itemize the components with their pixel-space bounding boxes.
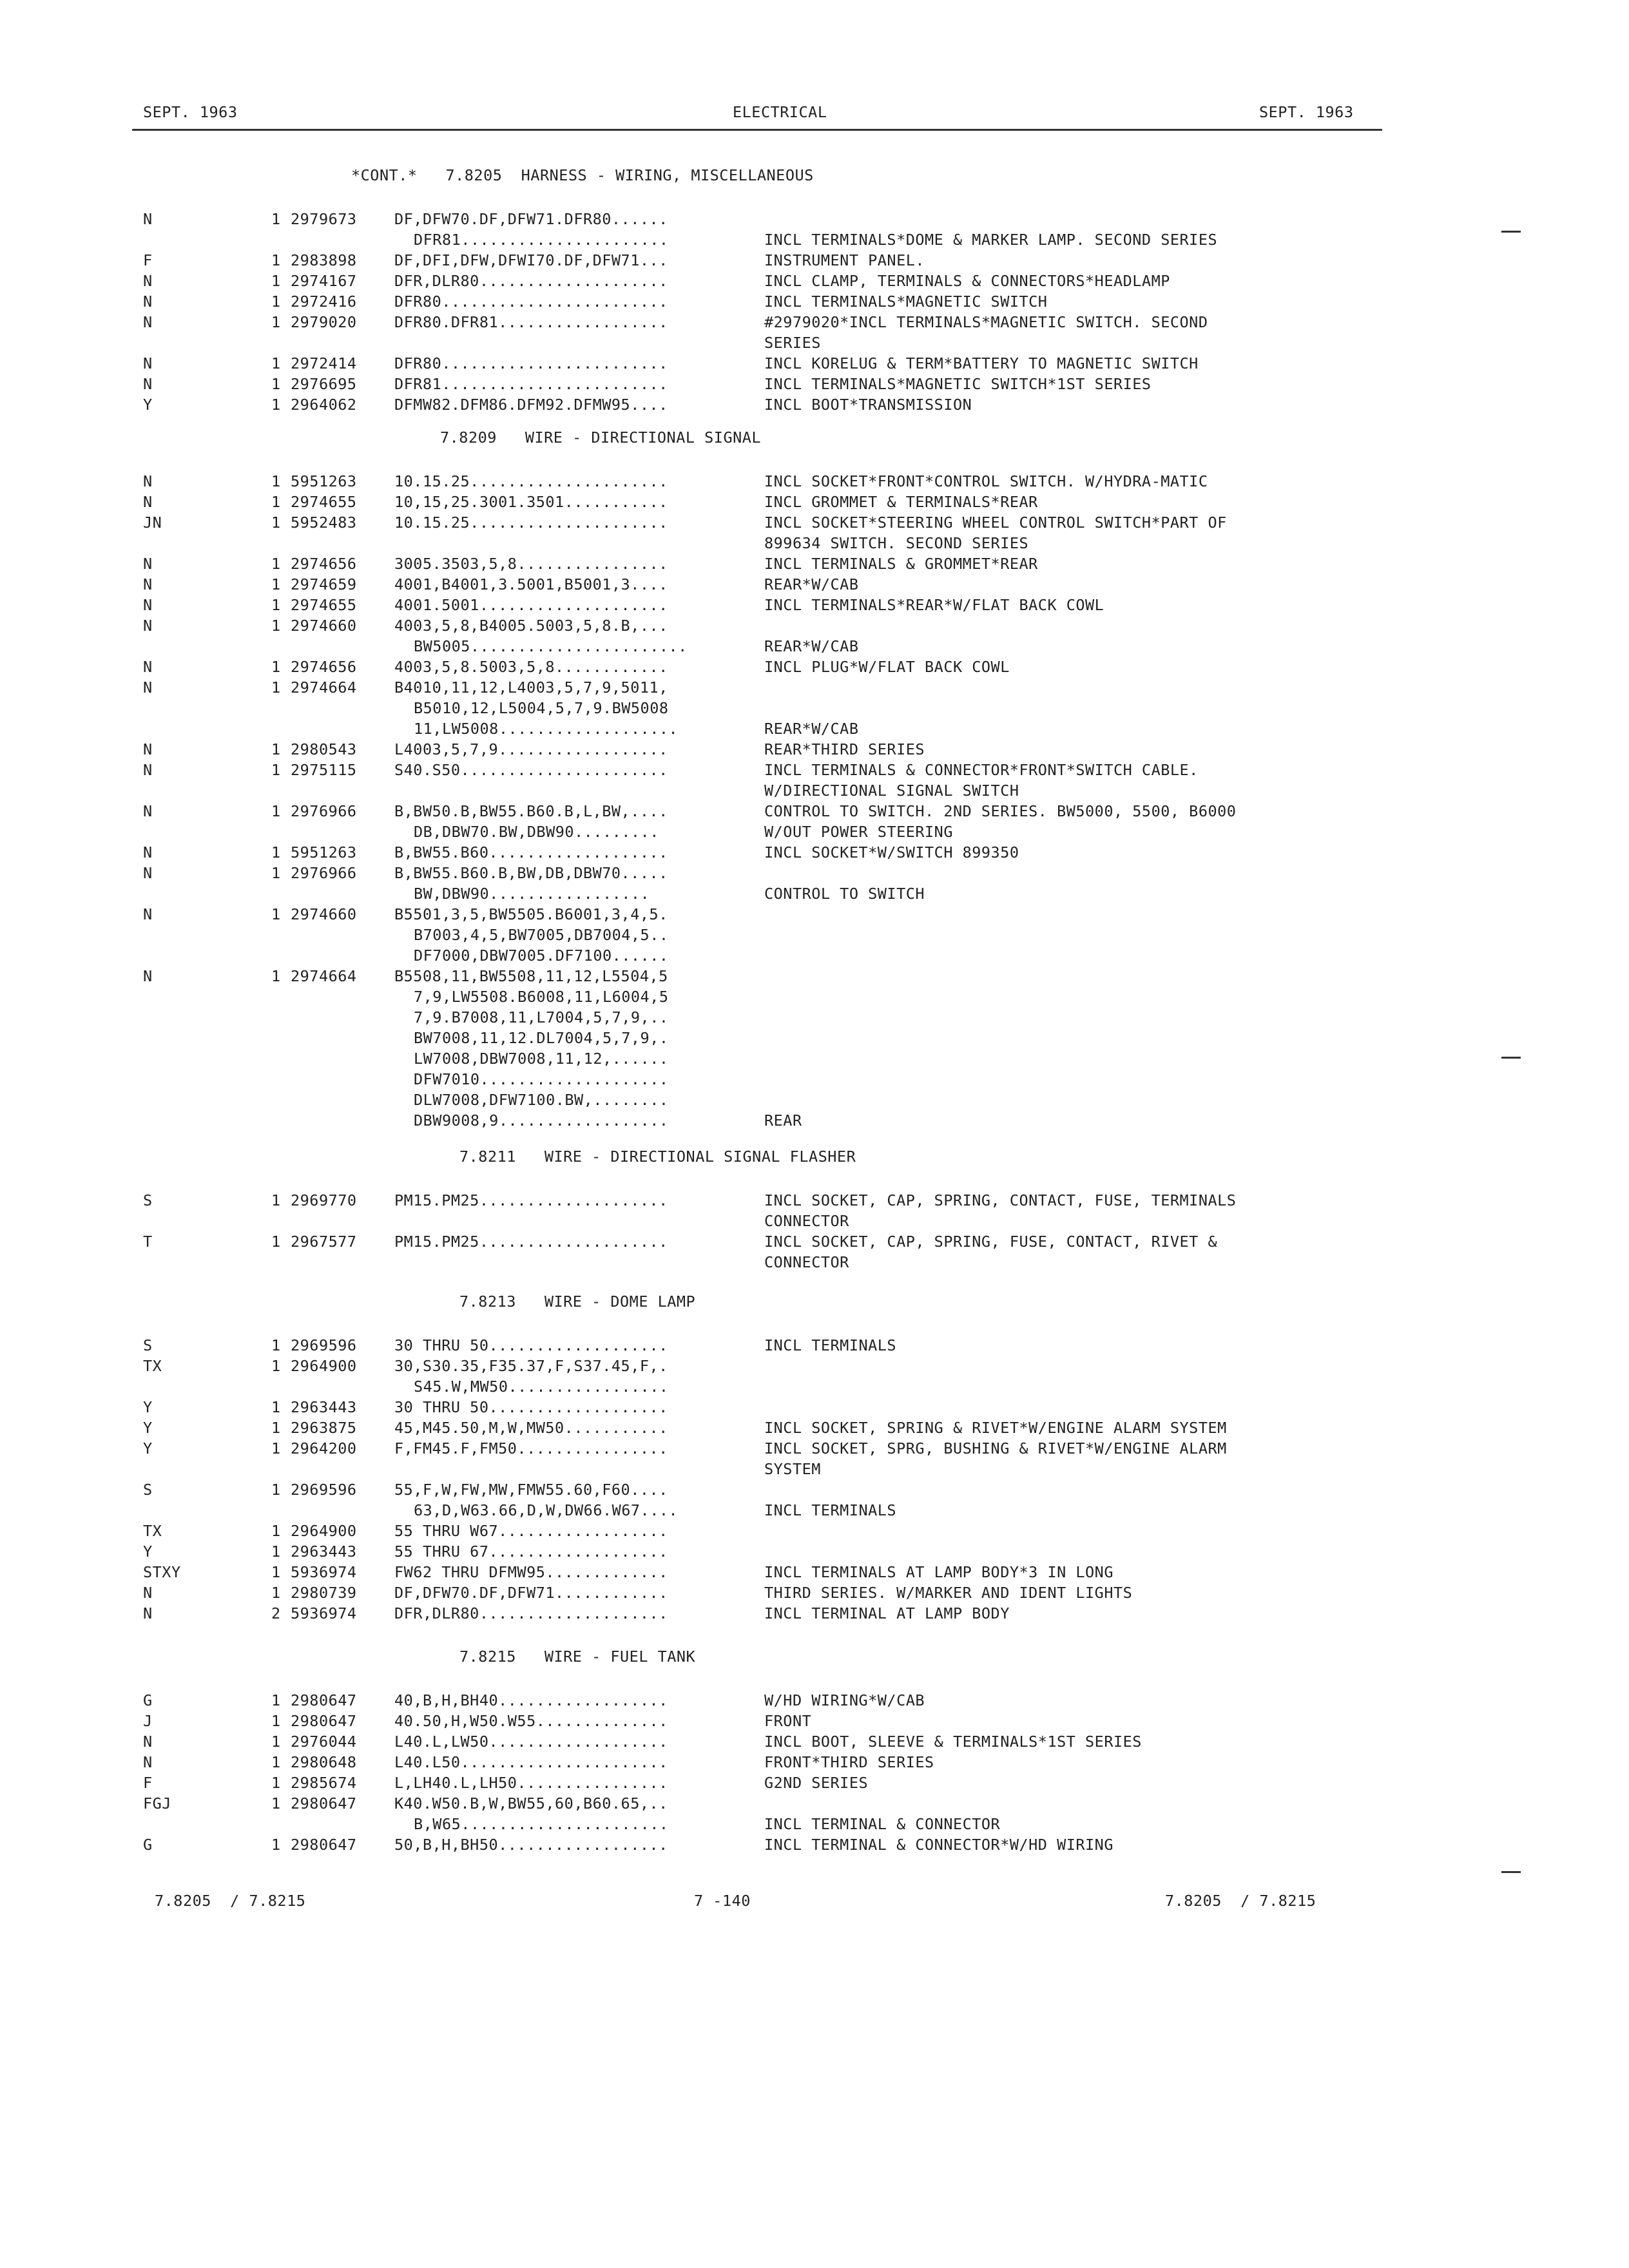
part-description: FRONT	[764, 1712, 812, 1730]
applicable-models: BW7008,11,12.DL7004,5,7,9,.	[414, 1029, 669, 1047]
applicable-models: DF7000,DBW7005.DF7100......	[414, 947, 669, 965]
part-number: 5936974	[291, 1563, 357, 1581]
part-description: W/DIRECTIONAL SIGNAL SWITCH	[764, 782, 1019, 800]
series-code: N	[143, 740, 153, 758]
part-number: 2976695	[291, 375, 357, 393]
part-description: REAR*W/CAB	[764, 720, 859, 738]
part-number: 2983898	[291, 251, 357, 269]
quantity: 1	[271, 1584, 281, 1602]
part-description: INCL TERMINAL AT LAMP BODY	[764, 1604, 1010, 1622]
quantity: 1	[271, 1522, 281, 1540]
applicable-models: DLW7008,DFW7100.BW,........	[414, 1091, 669, 1109]
quantity: 1	[271, 313, 281, 331]
applicable-models: B5010,12,L5004,5,7,9.BW5008	[414, 699, 669, 717]
part-description: INCL TERMINALS*DOME & MARKER LAMP. SECOND SERIES	[764, 231, 1218, 249]
part-number: 2979020	[291, 313, 357, 331]
applicable-models: BW,DBW90.................	[414, 885, 650, 903]
applicable-models: 4003,5,8,B4005.5003,5,8.B,...	[394, 617, 668, 635]
part-description: INCL KORELUG & TERM*BATTERY TO MAGNETIC SWITCH	[764, 354, 1199, 372]
part-description: SERIES	[764, 334, 821, 352]
part-number: 2974660	[291, 617, 357, 635]
quantity: 1	[271, 1794, 281, 1812]
series-code: Y	[143, 1398, 153, 1416]
applicable-models: 10,15,25.3001.3501...........	[394, 493, 668, 511]
applicable-models: 55,F,W,FW,MW,FMW55.60,F60....	[394, 1481, 668, 1499]
quantity: 1	[271, 596, 281, 614]
applicable-models: DFR,DLR80....................	[394, 1604, 668, 1622]
part-number: 2974656	[291, 555, 357, 573]
series-code: G	[143, 1836, 153, 1854]
series-code: N	[143, 843, 153, 861]
series-code: S	[143, 1336, 153, 1354]
margin-mark	[1501, 1057, 1521, 1059]
quantity: 1	[271, 1419, 281, 1437]
applicable-models: B4010,11,12,L4003,5,7,9,5011,	[394, 678, 668, 697]
applicable-models: F,FM45.F,FM50................	[394, 1439, 668, 1457]
quantity: 1	[271, 396, 281, 414]
applicable-models: PM15.PM25....................	[394, 1191, 668, 1209]
series-code: J	[143, 1712, 153, 1730]
series-code: N	[143, 1733, 153, 1751]
part-number: 2963443	[291, 1542, 357, 1561]
applicable-models: 30,S30.35,F35.37,F,S37.45,F,.	[394, 1357, 668, 1375]
series-code: N	[143, 210, 153, 228]
part-number: 2980647	[291, 1794, 357, 1812]
part-description: REAR*THIRD SERIES	[764, 740, 925, 758]
applicable-models: L40.L,LW50...................	[394, 1733, 668, 1751]
part-number: 2963443	[291, 1398, 357, 1416]
part-description: INCL PLUG*W/FLAT BACK COWL	[764, 658, 1010, 676]
quantity: 1	[271, 1774, 281, 1792]
part-number: 2980647	[291, 1691, 357, 1709]
series-code: N	[143, 802, 153, 820]
applicable-models: 30 THRU 50...................	[394, 1336, 668, 1354]
part-number: 2964062	[291, 396, 357, 414]
header-date-left: SEPT. 1963	[143, 103, 238, 121]
applicable-models: 55 THRU W67..................	[394, 1522, 668, 1540]
part-description: INCL TERMINAL & CONNECTOR*W/HD WIRING	[764, 1836, 1113, 1854]
series-code: Y	[143, 1419, 153, 1437]
applicable-models: DFMW82.DFM86.DFM92.DFMW95....	[394, 396, 668, 414]
applicable-models: DBW9008,9..................	[414, 1111, 669, 1129]
part-description: INCL TERMINALS*MAGNETIC SWITCH	[764, 293, 1048, 311]
margin-mark	[1501, 1871, 1521, 1873]
applicable-models: DFR80........................	[394, 354, 668, 372]
series-code: F	[143, 1774, 153, 1792]
part-number: 2974167	[291, 272, 357, 290]
quantity: 1	[271, 967, 281, 985]
part-number: 2980647	[291, 1712, 357, 1730]
quantity: 1	[271, 905, 281, 923]
part-description: INCL TERMINALS AT LAMP BODY*3 IN LONG	[764, 1563, 1113, 1581]
quantity: 1	[271, 658, 281, 676]
series-code: N	[143, 967, 153, 985]
series-code: N	[143, 354, 153, 372]
quantity: 1	[271, 1357, 281, 1375]
part-description: THIRD SERIES. W/MARKER AND IDENT LIGHTS	[764, 1584, 1133, 1602]
quantity: 1	[271, 864, 281, 882]
page-number: 7 -140	[694, 1892, 751, 1910]
section-title: 7.8209 WIRE - DIRECTIONAL SIGNAL	[440, 428, 762, 447]
series-code: N	[143, 575, 153, 593]
series-code: N	[143, 493, 153, 511]
quantity: 1	[271, 802, 281, 820]
applicable-models: B5501,3,5,BW5505.B6001,3,4,5.	[394, 905, 668, 923]
quantity: 1	[271, 354, 281, 372]
quantity: 1	[271, 1836, 281, 1854]
part-description: INCL SOCKET, SPRING & RIVET*W/ENGINE ALARM SYSTEM	[764, 1419, 1227, 1437]
quantity: 1	[271, 1753, 281, 1771]
applicable-models: DF,DFW70.DF,DFW71.DFR80......	[394, 210, 668, 228]
quantity: 1	[271, 1481, 281, 1499]
part-number: 2969596	[291, 1481, 357, 1499]
part-description: INCL TERMINALS*MAGNETIC SWITCH*1ST SERIES	[764, 375, 1152, 393]
part-number: 2976966	[291, 864, 357, 882]
part-description: CONTROL TO SWITCH	[764, 885, 925, 903]
part-description: CONNECTOR	[764, 1212, 849, 1230]
applicable-models: 63,D,W63.66,D,W,DW66.W67....	[414, 1501, 679, 1519]
part-description: INCL BOOT, SLEEVE & TERMINALS*1ST SERIES	[764, 1733, 1142, 1751]
part-description: INCL TERMINALS*REAR*W/FLAT BACK COWL	[764, 596, 1104, 614]
part-description: INCL TERMINALS & GROMMET*REAR	[764, 555, 1038, 573]
part-description: W/HD WIRING*W/CAB	[764, 1691, 925, 1709]
series-code: N	[143, 678, 153, 697]
applicable-models: 3005.3503,5,8................	[394, 555, 668, 573]
part-number: 2967577	[291, 1233, 357, 1251]
applicable-models: B,W65......................	[414, 1815, 669, 1833]
quantity: 1	[271, 1398, 281, 1416]
quantity: 1	[271, 293, 281, 311]
applicable-models: DF,DFW70.DF,DFW71............	[394, 1584, 668, 1602]
series-code: TX	[143, 1522, 162, 1540]
applicable-models: DFW7010....................	[414, 1070, 669, 1088]
series-code: N	[143, 472, 153, 490]
quantity: 2	[271, 1604, 281, 1622]
quantity: 1	[271, 740, 281, 758]
part-number: 2979673	[291, 210, 357, 228]
series-code: N	[143, 375, 153, 393]
part-description: #2979020*INCL TERMINALS*MAGNETIC SWITCH. SECOND	[764, 313, 1208, 331]
part-number: 5951263	[291, 843, 357, 861]
part-description: INCL SOCKET*W/SWITCH 899350	[764, 843, 1019, 861]
quantity: 1	[271, 1712, 281, 1730]
section-title: *CONT.* 7.8205 HARNESS - WIRING, MISCELLANEOUS	[351, 166, 814, 184]
part-number: 2964900	[291, 1522, 357, 1540]
series-code: N	[143, 555, 153, 573]
part-number: 2969770	[291, 1191, 357, 1209]
quantity: 1	[271, 575, 281, 593]
part-description: CONTROL TO SWITCH. 2ND SERIES. BW5000, 5500, B6000	[764, 802, 1237, 820]
part-description: CONNECTOR	[764, 1253, 849, 1271]
part-number: 2980648	[291, 1753, 357, 1771]
series-code: N	[143, 617, 153, 635]
series-code: TX	[143, 1357, 162, 1375]
applicable-models: 7,9,LW5508.B6008,11,L6004,5	[414, 988, 669, 1006]
quantity: 1	[271, 1233, 281, 1251]
section-title: 7.8213 WIRE - DOME LAMP	[459, 1293, 696, 1311]
part-description: INCL GROMMET & TERMINALS*REAR	[764, 493, 1038, 511]
part-description: INCL TERMINAL & CONNECTOR	[764, 1815, 1001, 1833]
applicable-models: DFR81........................	[394, 375, 668, 393]
series-code: N	[143, 1753, 153, 1771]
applicable-models: 10.15.25.....................	[394, 472, 668, 490]
series-code: N	[143, 658, 153, 676]
series-code: T	[143, 1233, 153, 1251]
part-number: 2974655	[291, 493, 357, 511]
applicable-models: BW5005.......................	[414, 637, 688, 655]
applicable-models: 10.15.25.....................	[394, 514, 668, 532]
applicable-models: DFR80.DFR81..................	[394, 313, 668, 331]
applicable-models: DFR81......................	[414, 231, 669, 249]
quantity: 1	[271, 210, 281, 228]
part-number: 2963875	[291, 1419, 357, 1437]
part-description: W/OUT POWER STEERING	[764, 823, 953, 841]
series-code: S	[143, 1481, 153, 1499]
quantity: 1	[271, 1439, 281, 1457]
applicable-models: 40.50,H,W50.W55..............	[394, 1712, 668, 1730]
part-description: REAR	[764, 1111, 802, 1129]
part-number: 2976044	[291, 1733, 357, 1751]
part-number: 2974656	[291, 658, 357, 676]
series-code: F	[143, 251, 153, 269]
series-code: N	[143, 313, 153, 331]
part-number: 2972414	[291, 354, 357, 372]
applicable-models: B,BW50.B,BW55.B60.B,L,BW,....	[394, 802, 668, 820]
part-number: 5936974	[291, 1604, 357, 1622]
quantity: 1	[271, 1542, 281, 1561]
part-description: INCL SOCKET*STEERING WHEEL CONTROL SWITCH*PART OF	[764, 514, 1227, 532]
quantity: 1	[271, 843, 281, 861]
applicable-models: FW62 THRU DFMW95.............	[394, 1563, 668, 1581]
series-code: N	[143, 761, 153, 779]
applicable-models: 55 THRU 67...................	[394, 1542, 668, 1561]
series-code: N	[143, 272, 153, 290]
section-title: 7.8211 WIRE - DIRECTIONAL SIGNAL FLASHER	[459, 1148, 856, 1166]
applicable-models: PM15.PM25....................	[394, 1233, 668, 1251]
part-number: 2974664	[291, 967, 357, 985]
footer-ref-left: 7.8205 / 7.8215	[155, 1892, 306, 1910]
applicable-models: DF,DFI,DFW,DFWI70.DF,DFW71...	[394, 251, 668, 269]
quantity: 1	[271, 1336, 281, 1354]
part-number: 2980739	[291, 1584, 357, 1602]
series-code: N	[143, 596, 153, 614]
series-code: JN	[143, 514, 162, 532]
part-number: 2976966	[291, 802, 357, 820]
series-code: N	[143, 293, 153, 311]
applicable-models: L,LH40.L,LH50................	[394, 1774, 668, 1792]
part-description: REAR*W/CAB	[764, 575, 859, 593]
applicable-models: DFR,DLR80....................	[394, 272, 668, 290]
quantity: 1	[271, 1691, 281, 1709]
part-description: INSTRUMENT PANEL.	[764, 251, 925, 269]
part-description: INCL BOOT*TRANSMISSION	[764, 396, 972, 414]
part-number: 2980543	[291, 740, 357, 758]
part-number: 2974659	[291, 575, 357, 593]
footer-ref-right: 7.8205 / 7.8215	[1165, 1892, 1316, 1910]
series-code: N	[143, 864, 153, 882]
part-description: INCL SOCKET*FRONT*CONTROL SWITCH. W/HYDRA-MATIC	[764, 472, 1208, 490]
quantity: 1	[271, 1733, 281, 1751]
applicable-models: 45,M45.50,M,W,MW50...........	[394, 1419, 668, 1437]
quantity: 1	[271, 472, 281, 490]
applicable-models: K40.W50.B,W,BW55,60,B60.65,..	[394, 1794, 668, 1812]
quantity: 1	[271, 617, 281, 635]
applicable-models: 50,B,H,BH50..................	[394, 1836, 668, 1854]
series-code: Y	[143, 1542, 153, 1561]
quantity: 1	[271, 375, 281, 393]
part-number: 2974655	[291, 596, 357, 614]
part-description: REAR*W/CAB	[764, 637, 859, 655]
header-title: ELECTRICAL	[733, 103, 827, 121]
applicable-models: 4001,B4001,3.5001,B5001,3....	[394, 575, 668, 593]
applicable-models: 11,LW5008...................	[414, 720, 679, 738]
quantity: 1	[271, 251, 281, 269]
quantity: 1	[271, 761, 281, 779]
part-number: 2985674	[291, 1774, 357, 1792]
quantity: 1	[271, 555, 281, 573]
part-description: INCL CLAMP, TERMINALS & CONNECTORS*HEADLAMP	[764, 272, 1170, 290]
applicable-models: 40,B,H,BH40..................	[394, 1691, 668, 1709]
part-number: 2974660	[291, 905, 357, 923]
part-description: INCL TERMINALS & CONNECTOR*FRONT*SWITCH CABLE.	[764, 761, 1199, 779]
part-description: G2ND SERIES	[764, 1774, 869, 1792]
applicable-models: B,BW55.B60.B,BW,DB,DBW70.....	[394, 864, 668, 882]
series-code: FGJ	[143, 1794, 171, 1812]
applicable-models: 30 THRU 50...................	[394, 1398, 668, 1416]
section-title: 7.8215 WIRE - FUEL TANK	[459, 1648, 696, 1666]
series-code: S	[143, 1191, 153, 1209]
part-description: INCL SOCKET, SPRG, BUSHING & RIVET*W/ENGINE ALARM	[764, 1439, 1227, 1457]
part-description: 899634 SWITCH. SECOND SERIES	[764, 534, 1029, 552]
applicable-models: L4003,5,7,9..................	[394, 740, 668, 758]
applicable-models: B,BW55.B60...................	[394, 843, 668, 861]
part-number: 2975115	[291, 761, 357, 779]
applicable-models: LW7008,DBW7008,11,12,......	[414, 1050, 669, 1068]
part-number: 2964900	[291, 1357, 357, 1375]
applicable-models: S40.S50......................	[394, 761, 668, 779]
part-number: 5952483	[291, 514, 357, 532]
quantity: 1	[271, 1563, 281, 1581]
part-number: 2980647	[291, 1836, 357, 1854]
part-description: SYSTEM	[764, 1460, 821, 1478]
applicable-models: DB,DBW70.BW,DBW90.........	[414, 823, 659, 841]
applicable-models: B5508,11,BW5508,11,12,L5504,5	[394, 967, 668, 985]
margin-mark	[1501, 231, 1521, 233]
applicable-models: 7,9.B7008,11,L7004,5,7,9,..	[414, 1008, 669, 1026]
part-number: 2974664	[291, 678, 357, 697]
series-code: Y	[143, 396, 153, 414]
series-code: N	[143, 1604, 153, 1622]
part-description: INCL SOCKET, CAP, SPRING, FUSE, CONTACT, RIVET &	[764, 1233, 1218, 1251]
part-description: INCL TERMINALS	[764, 1501, 897, 1519]
applicable-models: DFR80........................	[394, 293, 668, 311]
quantity: 1	[271, 678, 281, 697]
header-date-right: SEPT. 1963	[1259, 103, 1354, 121]
part-number: 5951263	[291, 472, 357, 490]
quantity: 1	[271, 493, 281, 511]
part-description: FRONT*THIRD SERIES	[764, 1753, 934, 1771]
header-rule	[132, 129, 1382, 131]
quantity: 1	[271, 1191, 281, 1209]
applicable-models: S45.W,MW50.................	[414, 1378, 669, 1396]
part-description: INCL TERMINALS	[764, 1336, 897, 1354]
applicable-models: B7003,4,5,BW7005,DB7004,5..	[414, 926, 669, 944]
quantity: 1	[271, 514, 281, 532]
series-code: G	[143, 1691, 153, 1709]
series-code: N	[143, 1584, 153, 1602]
part-number: 2969596	[291, 1336, 357, 1354]
part-number: 2972416	[291, 293, 357, 311]
applicable-models: 4003,5,8.5003,5,8............	[394, 658, 668, 676]
series-code: N	[143, 905, 153, 923]
quantity: 1	[271, 272, 281, 290]
applicable-models: L40.L50......................	[394, 1753, 668, 1771]
series-code: Y	[143, 1439, 153, 1457]
part-description: INCL SOCKET, CAP, SPRING, CONTACT, FUSE, TERMINALS	[764, 1191, 1237, 1209]
series-code: STXY	[143, 1563, 181, 1581]
part-number: 2964200	[291, 1439, 357, 1457]
applicable-models: 4001.5001....................	[394, 596, 668, 614]
